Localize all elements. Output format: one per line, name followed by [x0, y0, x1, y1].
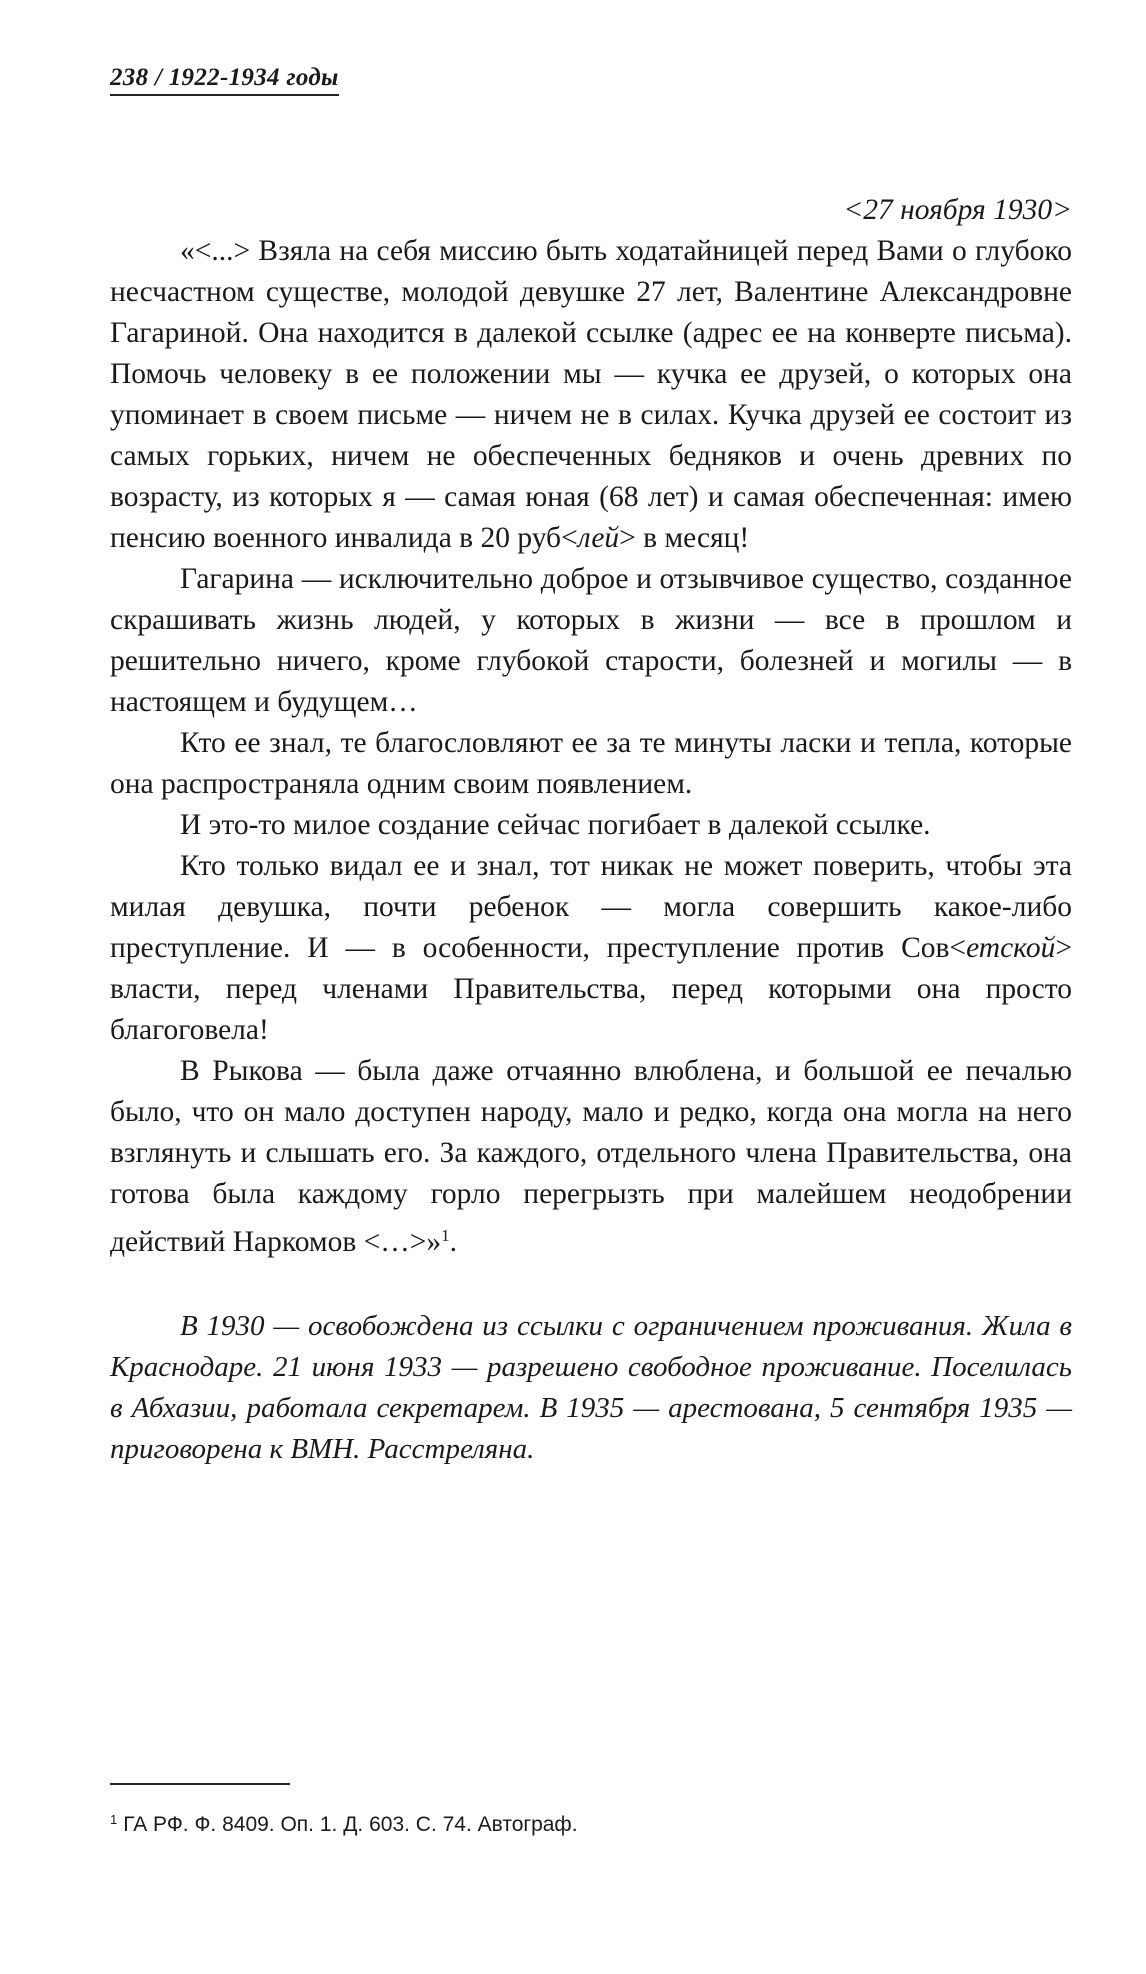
- footnote: [110, 1806, 578, 1839]
- letter-paragraph-6: В Рыкова — была даже отчаянно влюблена, и большой ее печалью было, что он мало доступен народу, мало и редко, когда она могла на него взглянуть и слышать его. За каждого, отдельного члена Правительства, она готова была каждому горло перегрызть при малейшем неодобрении действий Наркомов <…>»$^1$.: [110, 1055, 1072, 1258]
- letter-paragraph-5: Кто только видал ее и знал, тот никак не может поверить, чтобы эта милая девушка, почти ребенок — могла совершить какое-либо преступление. И — в особенности, преступление против Сов<етской> власти, перед членами Правительства, перед которыми она просто благоговела!: [110, 850, 1072, 1046]
- letter-date: <27 ноября 1930>: [843, 194, 1072, 226]
- letter-text: [110, 190, 1072, 1263]
- footnote-divider: [110, 1783, 290, 1785]
- footnote-reference[interactable]: 1: [441, 1226, 450, 1245]
- letter-paragraph-4: И это-то милое создание сейчас погибает в далекой ссылке.: [180, 809, 931, 841]
- letter-paragraph-2: Гагарина — исключительно доброе и отзывчивое существо, созданное скрашивать жизнь людей, у которых в жизни — все в прошлом и решительно ничего, кроме глубокой старости, болезней и могилы — в настоящем и будущем…: [110, 563, 1072, 718]
- letter-paragraph-3: Кто ее знал, те благословляют ее за те минуты ласки и тепла, которые она распространяла одним своим появлением.: [110, 727, 1072, 800]
- running-head: 238 / 1922-1934 годы: [110, 64, 339, 96]
- footnote-mark: 1: [110, 1812, 118, 1827]
- biographical-note: В 1930 — освобождена из ссылки с ограничением проживания. Жила в Краснодаре. 21 июня 1933 — разрешено свободное проживание. Поселилась в Абхазии, работала секретарем. В 1935 — арестована, 5 сентября 1935 — приговорена к ВМН. Расстреляна.: [110, 1310, 1072, 1465]
- letter-paragraph-1: «<...> Взяла на себя миссию быть ходатайницей перед Вами о глубоко несчастном существе, молодой девушке 27 лет, Валентине Александровне Гагариной. Она находится в далекой ссылке (адрес ее на конверте письма). Помочь человеку в ее положении мы — кучка ее друзей, о которых она упоминает в своем письме — ничем не в силах. Кучка друзей ее состоит из самых горьких, ничем не обеспеченных бедняков и очень древних по возрасту, из которых я — самая юная (68 лет) и самая обеспеченная: имею пенсию военного инвалида в 20 руб<лей> в месяц!: [110, 235, 1072, 554]
- footnote-text: ГА РФ. Ф. 8409. Оп. 1. Д. 603. С. 74. Автограф.: [123, 1813, 578, 1836]
- book-page: [110, 0, 1072, 1974]
